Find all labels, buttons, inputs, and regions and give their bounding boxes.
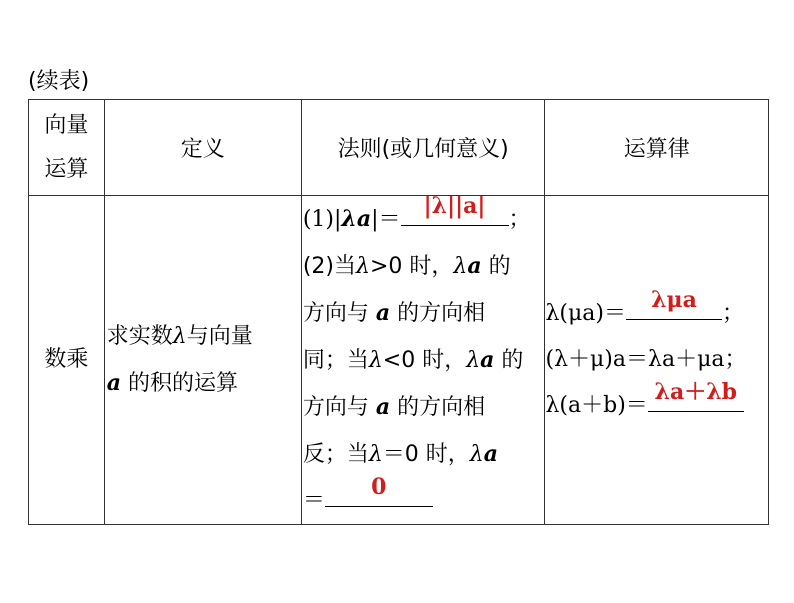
header-laws: 运算律 [545,100,769,196]
definition-text-1: 求实数 [106,323,173,349]
rule1-eq: |＝ [371,207,401,232]
row-definition [104,196,301,525]
rule-line-4 [303,337,545,384]
rule5-b: 的方向相 [390,395,486,420]
rule6-a: 反；当 [302,442,369,467]
law1-answer-blank [626,287,722,320]
table-caption: (续表) [28,69,90,94]
rule1-answer: |λ||a| [423,193,486,219]
vector-operation-table [28,99,769,525]
rule6-lambda: λ [368,442,383,467]
row-rules [301,193,545,525]
rule3-a: 方向与 [302,301,376,326]
law-line-3 [545,379,768,429]
rule1-lambda: λ [341,206,357,232]
law1-answer: λμa [651,287,697,313]
rule2-b: >0 时， [369,254,454,279]
rule4-b: <0 时， [382,348,467,373]
law3-answer-blank [648,379,744,412]
header-definition: 定义 [104,100,301,196]
table-row-scalar-multiplication [29,196,769,525]
rule4-lambda2: λ [466,348,481,373]
rule4-lambda: λ [368,348,383,373]
rule4-a: 同；当 [302,348,369,373]
rule1-a: a [356,206,372,232]
definition-line2 [107,360,301,407]
rule6-vec: a [483,441,498,467]
table-header-row [29,100,769,196]
definition-lambda: λ [172,323,187,349]
rule1-answer-blank [401,193,509,226]
rule-line-7 [302,474,545,524]
definition-line1 [107,314,301,360]
row-laws [545,196,769,525]
rule5-vec: a [375,394,391,420]
rule-line-1 [302,193,545,243]
rule1-suffix: ； [508,207,531,232]
rule7-answer: 0 [371,474,387,500]
definition-text-3: 的积的运算 [121,370,239,396]
header-vector-operation [29,100,105,196]
rule5-a: 方向与 [302,395,376,420]
header-col1-line1: 向量 [44,112,89,138]
law2-text: (λ＋μ)a＝λa＋μa； [545,347,747,372]
rule7-eq: ＝ [302,488,325,513]
rule3-b: 的方向相 [390,301,486,326]
header-col1-line2: 运算 [44,156,89,182]
rule6-lambda2: λ [469,442,484,467]
rule-line-3 [303,290,545,337]
law-line-1 [545,287,768,337]
rule2-a: (2)当 [302,254,356,279]
rule7-answer-blank [325,474,433,507]
law1-text: λ(μa)＝ [545,301,627,326]
rule3-vec: a [375,300,391,326]
row-name: 数乘 [29,196,105,525]
law3-text: λ(a＋b)＝ [545,393,648,418]
rule1-prefix: (1)| [302,207,342,232]
rule2-lambda2: λ [453,254,468,279]
definition-text-2: 与向量 [186,323,253,349]
definition-vector-a: a [106,369,122,396]
law1-suffix: ； [722,301,745,326]
rule-line-2 [303,243,545,290]
rule-line-5 [303,384,545,431]
rule2-lambda: λ [355,254,370,279]
rule4-c: 的 [494,348,524,373]
rule2-vec: a [467,253,482,279]
rule6-b: ＝0 时， [382,442,470,467]
law3-answer: λa＋λb [654,379,738,405]
header-rule: 法则(或几何意义) [301,100,545,196]
rule2-c: 的 [481,254,511,279]
rule4-vec: a [480,347,495,373]
